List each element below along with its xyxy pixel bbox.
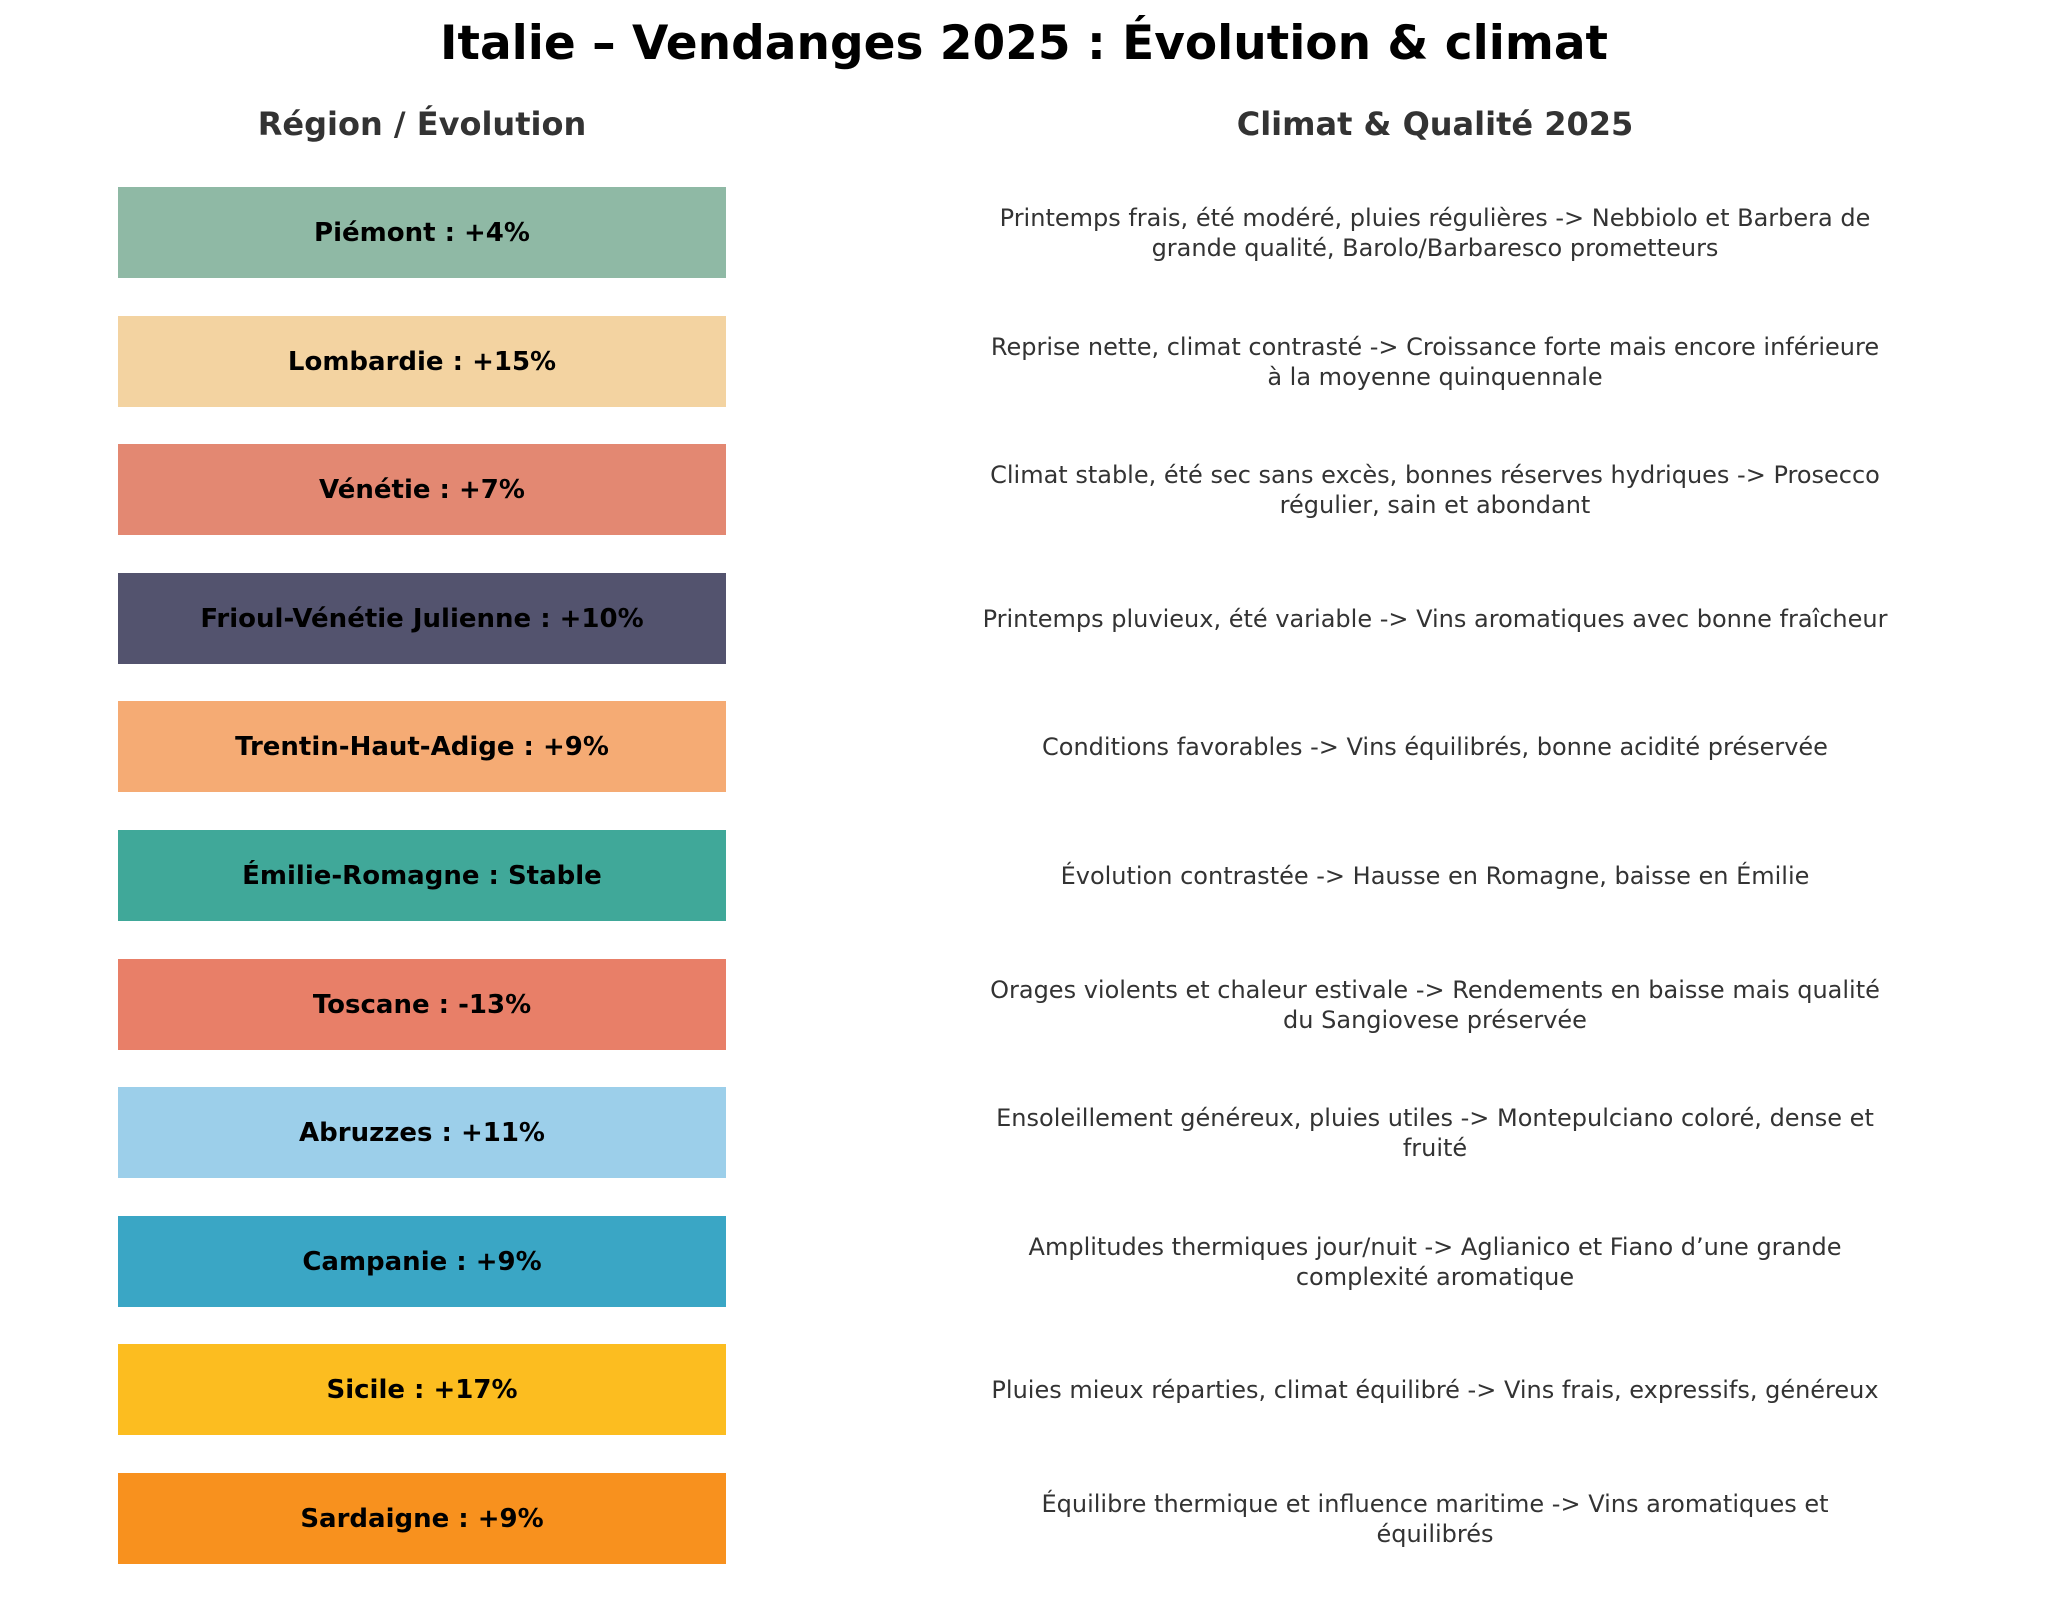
region-box: Toscane : -13% [118,959,726,1050]
climate-description: Ensoleillement généreux, pluies utiles -> Montepulciano coloré, dense et fruité [996,1103,1874,1162]
climate-description: Évolution contrastée -> Hausse en Romagne, baisse en Émilie [1060,861,1810,890]
region-box: Émilie-Romagne : Stable [118,830,726,921]
column-header-region: Région / Évolution [257,105,587,143]
climate-description: Climat stable, été sec sans excès, bonnes réserves hydriques -> Prosecco régulier, sain et abondant [990,460,1880,519]
climate-description: Reprise nette, climat contrasté -> Croissance forte mais encore inférieure à la moyenne quinquennale [990,332,1880,391]
region-box: Campanie : +9% [118,1216,726,1307]
region-box: Abruzzes : +11% [118,1087,726,1178]
region-box: Trentin-Haut-Adige : +9% [118,701,726,792]
region-box: Lombardie : +15% [118,316,726,407]
climate-description: Pluies mieux réparties, climat équilibré -> Vins frais, expressifs, généreux [991,1375,1879,1404]
region-box: Vénétie : +7% [118,444,726,535]
climate-description: Amplitudes thermiques jour/nuit -> Aglianico et Fiano d’une grande complexité aromatique [1028,1232,1842,1291]
region-box: Piémont : +4% [118,187,726,278]
page-title: Italie – Vendanges 2025 : Évolution & climat [439,16,1609,71]
climate-description: Conditions favorables -> Vins équilibrés, bonne acidité préservée [1042,732,1828,761]
climate-description: Printemps frais, été modéré, pluies régulières -> Nebbiolo et Barbera de grande qualité, Barolo/Barbaresco prometteurs [999,203,1871,262]
climate-description: Printemps pluvieux, été variable -> Vins aromatiques avec bonne fraîcheur [982,604,1888,633]
climate-description: Équilibre thermique et influence maritime -> Vins aromatiques et équilibrés [1041,1489,1829,1548]
region-box: Sicile : +17% [118,1344,726,1435]
column-header-climate: Climat & Qualité 2025 [1236,105,1634,143]
region-box: Frioul-Vénétie Julienne : +10% [118,573,726,664]
region-box: Sardaigne : +9% [118,1473,726,1564]
climate-description: Orages violents et chaleur estivale -> Rendements en baisse mais qualité du Sangiovese préservée [990,975,1880,1034]
